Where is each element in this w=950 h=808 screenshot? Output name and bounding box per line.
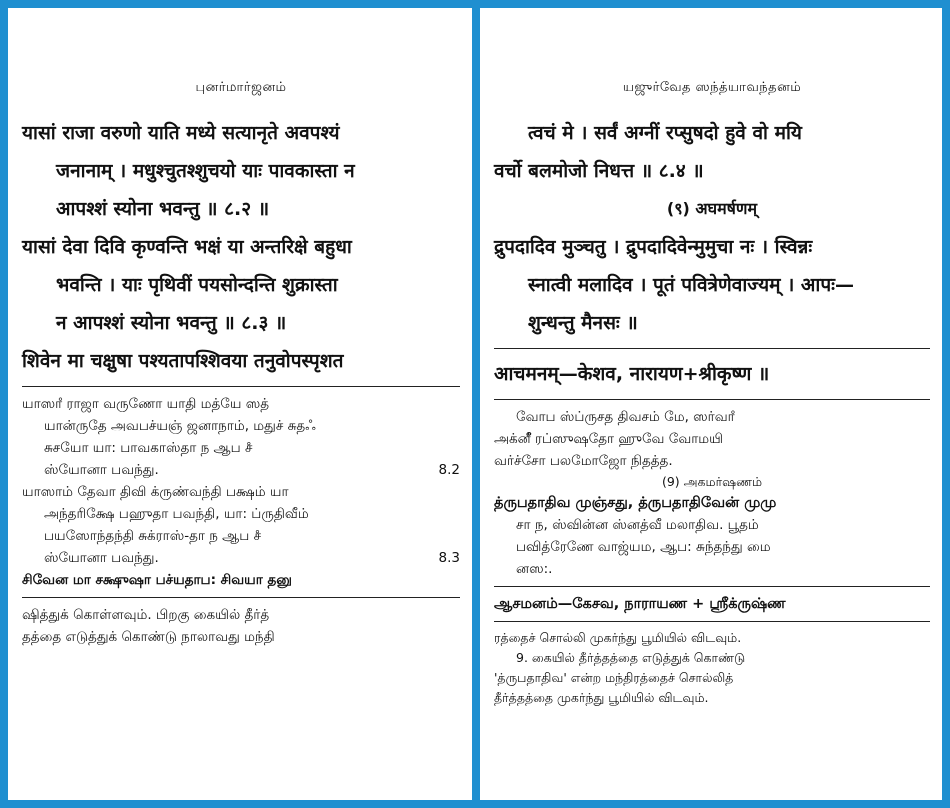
right-sanskrit-block <box>494 114 930 342</box>
verse-number: 8.3 <box>438 550 460 566</box>
sanskrit-line: शुन्धन्तु मैनसः ॥ <box>528 312 638 334</box>
divider <box>22 597 460 598</box>
section-heading: (9) அகமர்ஷணம் <box>661 474 763 489</box>
sanskrit-line: वर्चो बलमोजो निधत्त ॥ ८.४ ॥ <box>494 160 704 182</box>
instruction-line: தத்தை எடுத்துக் கொண்டு நாலாவது மந்தி <box>22 629 275 645</box>
achamanam-sanskrit: आचमनम्—केशव, नारायण+श्रीकृष्ण ॥ <box>494 363 770 385</box>
tamil-line: ஸ்யோனா பவந்து. <box>44 550 159 566</box>
instruction-line: 9. கையில் தீர்த்தத்தை எடுத்துக் கொண்டு <box>516 650 746 665</box>
divider <box>494 621 930 622</box>
sanskrit-line: यासां राजा वरुणो याति मध्ये सत्यानृते अवपश्यं <box>22 122 340 144</box>
right-tamil-instructions <box>494 628 930 708</box>
left-page-header: புனர்மார்ஜனம் <box>195 80 287 95</box>
left-tamil-instructions <box>22 604 460 648</box>
sanskrit-line: स्नात्वी मलादिव । पूतं पवित्रेणेवाज्यम् । आपः— <box>528 274 854 296</box>
tamil-line: த்ருபதாதிவ முஞ்சது, த்ருபதாதிவேன் முமு <box>494 495 777 511</box>
tamil-line-with-verse <box>22 547 460 569</box>
left-sanskrit-block <box>22 114 460 380</box>
verse-number: 8.2 <box>438 462 460 478</box>
tamil-line: பவித்ரேணே வாஜ்யம, ஆப: சுந்தந்து மை <box>516 539 771 555</box>
tamil-line: னஸ:. <box>516 561 553 577</box>
tamil-line: சிவேன மா சக்ஷுஷா பச்யதாப: சிவயா தனு <box>22 572 292 588</box>
achamanam-tamil: ஆசமனம்—கேசவ, நாராயண + ஸ்ரீக்ருஷ்ண <box>494 596 786 612</box>
instruction-line: ரத்தைச் சொல்லி முகர்ந்து பூமியில் விடவும். <box>494 630 742 645</box>
tamil-line: வோப ஸ்ப்ருசத திவசம் மே, ஸர்வாஂ <box>516 409 735 425</box>
tamil-line: சா ந, ஸ்வின்ன ஸ்னத்வீ மலாதிவ. பூதம் <box>516 517 759 533</box>
tamil-line: பயஸோந்தந்தி சுக்ராஸ்-தா ந ஆப சஂ <box>44 528 262 544</box>
sanskrit-line: न आपश्शं स्योना भवन्तु ॥ ८.३ ॥ <box>56 312 287 334</box>
right-page-header: யஜுர்வேத ஸந்த்யாவந்தனம் <box>622 80 802 95</box>
sanskrit-line: आपश्शं स्योना भवन्तु ॥ ८.२ ॥ <box>56 198 270 220</box>
tamil-line: ஸ்யோனா பவந்து. <box>44 462 159 478</box>
tamil-line: யாஸாஂ ராஜா வருணோ யாதி மத்யே ஸத் <box>22 396 270 412</box>
tamil-line-with-verse <box>22 459 460 481</box>
tamil-line: யாஸாம் தேவா திவி க்ருண்வந்தி பக்ஷம் யா <box>22 484 289 500</box>
tamil-line: அந்தரிக்ஷே பஹுதா பவந்தி, யா: ப்ருதிவீம் <box>44 506 309 522</box>
section-heading: (९) अघमर्षणम् <box>666 199 758 218</box>
instruction-line: 'த்ருபதாதிவ' என்ற மந்திரத்தைச் சொல்லித் <box>494 670 734 685</box>
right-tamil-transliteration <box>494 406 930 580</box>
instruction-line: ஷித்துக் கொள்ளவும். பிறகு கையில் தீர்த் <box>22 607 270 623</box>
right-page <box>480 8 942 800</box>
sanskrit-line: भवन्ति । याः पृथिवीं पयसोन्दन्ति शुक्रास्ता <box>56 274 338 296</box>
sanskrit-line: त्वचं मे । सर्वं अग्नीं रप्सुषदो हुवे वो मयि <box>528 122 802 144</box>
sanskrit-line: जनानाम् । मधुश्चुतश्शुचयो याः पावकास्ता न <box>56 160 355 182</box>
divider <box>22 386 460 387</box>
left-page <box>8 8 472 800</box>
left-tamil-transliteration <box>22 393 460 591</box>
divider <box>494 399 930 400</box>
instruction-line: தீர்த்தத்தை முகர்ந்து பூமியில் விடவும். <box>494 690 709 705</box>
tamil-line: சுசயோ யா: பாவகாஸ்தா ந ஆப சஂ <box>44 440 253 456</box>
divider <box>494 348 930 349</box>
tamil-line: யான்ருதே அவபச்யஞ் ஜனாநாம், மதுச் சுதஃ <box>44 418 316 434</box>
divider <box>494 586 930 587</box>
sanskrit-line: शिवेन मा चक्षुषा पश्यतापश्शिवया तनुवोपस्पृशत <box>22 350 344 372</box>
sanskrit-line: यासां देवा दिवि कृण्वन्ति भक्षं या अन्तरिक्षे बहुधा <box>22 236 352 258</box>
tamil-line: அக்னீஂ ரப்ஸுஷதோ ஹுவே வோமயி <box>494 431 724 447</box>
sanskrit-line: द्रुपदादिव मुञ्चतु । द्रुपदादिवेन्मुमुचा नः । स्विन्नः <box>494 236 813 258</box>
tamil-line: வர்ச்சோ பலமோஜோ நிதத்த. <box>494 453 673 469</box>
